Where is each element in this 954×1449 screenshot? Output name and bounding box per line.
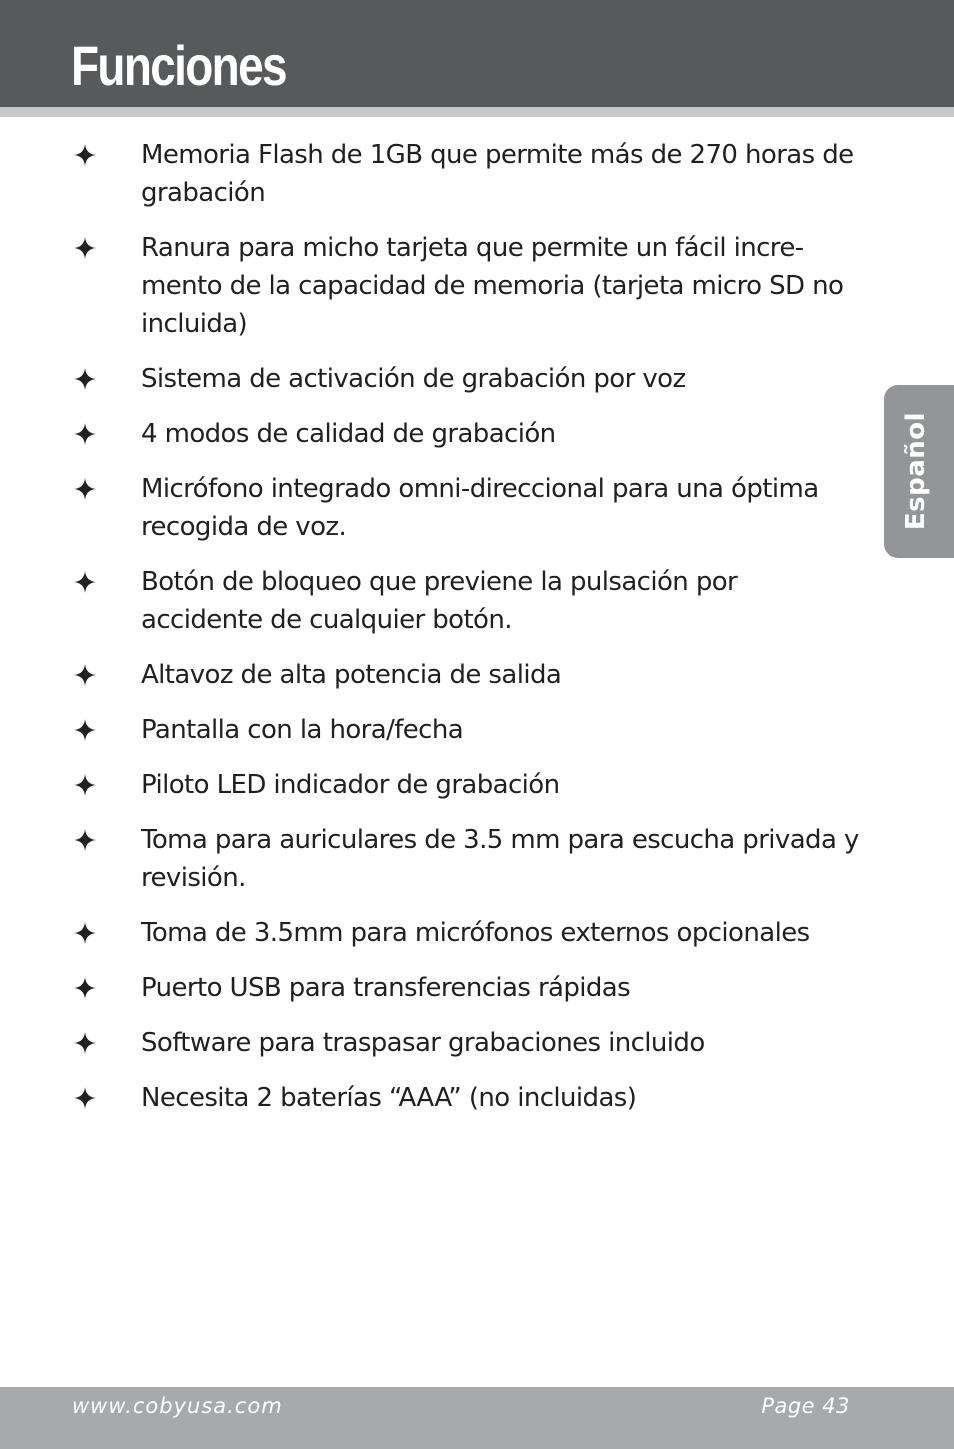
four-point-star-icon [72, 1030, 98, 1056]
feature-text: Pantalla con la hora/fecha [141, 715, 464, 745]
page-title: Funciones [71, 34, 286, 97]
list-item [0, 136, 954, 212]
feature-text: Altavoz de alta potencia de salida [141, 660, 562, 690]
feature-text: Toma para auriculares de 3.5 mm para escucha privada y revisión. [141, 825, 859, 893]
page-footer [0, 1387, 954, 1449]
four-point-star-icon [72, 421, 98, 447]
feature-text: Ranura para micho tarjeta que permite un fácil incre-mento de la capacidad de memoria (tarjeta micro SD no incluida) [141, 233, 844, 339]
language-tab-label: Español [901, 411, 931, 531]
list-item [0, 914, 954, 952]
four-point-star-icon [72, 662, 98, 688]
header-divider [0, 107, 954, 117]
page-header [0, 0, 954, 107]
feature-text: Memoria Flash de 1GB que permite más de 270 horas de grabación [141, 140, 854, 208]
four-point-star-icon [72, 476, 98, 502]
four-point-star-icon [72, 827, 98, 853]
feature-text: Toma de 3.5mm para micrófonos externos opcionales [141, 918, 810, 948]
feature-text: Piloto LED indicador de grabación [141, 770, 560, 800]
feature-text: Necesita 2 baterías “AAA” (no incluidas) [141, 1083, 637, 1113]
list-item [0, 470, 954, 546]
list-item [0, 563, 954, 639]
feature-text: Botón de bloqueo que previene la pulsación por accidente de cualquier botón. [141, 567, 738, 635]
feature-text: Sistema de activación de grabación por voz [141, 364, 686, 394]
list-item [0, 821, 954, 897]
list-item [0, 229, 954, 343]
list-item [0, 1024, 954, 1062]
list-item [0, 656, 954, 694]
feature-text: Puerto USB para transferencias rápidas [141, 973, 631, 1003]
four-point-star-icon [72, 920, 98, 946]
four-point-star-icon [72, 569, 98, 595]
page-number: Page 43 [761, 1394, 850, 1418]
four-point-star-icon [72, 142, 98, 168]
four-point-star-icon [72, 1085, 98, 1111]
four-point-star-icon [72, 772, 98, 798]
list-item [0, 969, 954, 1007]
feature-text: Micrófono integrado omni-direccional para una óptima recogida de voz. [141, 474, 819, 542]
four-point-star-icon [72, 975, 98, 1001]
list-item [0, 415, 954, 453]
four-point-star-icon [72, 717, 98, 743]
list-item [0, 360, 954, 398]
feature-list [0, 136, 954, 1134]
four-point-star-icon [72, 366, 98, 392]
feature-text: 4 modos de calidad de grabación [141, 419, 556, 449]
footer-url: www.cobyusa.com [72, 1394, 283, 1418]
list-item [0, 1079, 954, 1117]
four-point-star-icon [72, 235, 98, 261]
list-item [0, 766, 954, 804]
list-item [0, 711, 954, 749]
feature-text: Software para traspasar grabaciones incluido [141, 1028, 705, 1058]
